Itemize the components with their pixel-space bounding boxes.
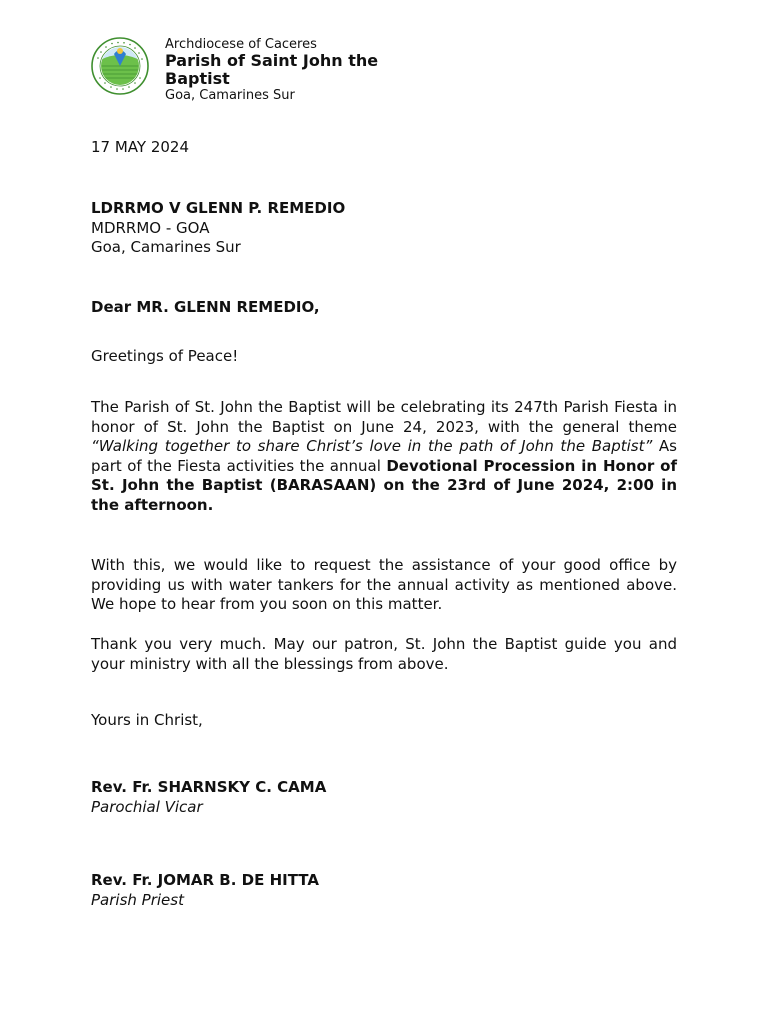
procession-event: Devotional Procession in Honor of St. John the Baptist (BARASAAN) on the 23rd of June 2024, 2:00 in the afternoon. bbox=[91, 456, 677, 514]
paragraph-request: With this, we would like to request the assistance of your good office by providing us with water tankers for the annual activity as mentioned above. We hope to hear from you soon on this matter. bbox=[91, 556, 677, 614]
paragraph-fiesta bbox=[91, 398, 677, 516]
closing: Yours in Christ, bbox=[91, 711, 203, 729]
recipient-address: Goa, Camarines Sur bbox=[91, 238, 241, 257]
recipient-name: LDRRMO V GLENN P. REMEDIO bbox=[91, 199, 346, 217]
letterhead-text bbox=[165, 37, 435, 103]
letterhead bbox=[84, 36, 424, 103]
letter-date: 17 MAY 2024 bbox=[91, 138, 189, 156]
parish-name: Parish of Saint John the Baptist bbox=[165, 51, 379, 88]
signature-block bbox=[91, 778, 677, 817]
signatory-name: Rev. Fr. SHARNSKY C. CAMA bbox=[91, 778, 327, 796]
signatory-name: Rev. Fr. JOMAR B. DE HITTA bbox=[91, 871, 319, 889]
paragraph-fiesta-intro: The Parish of St. John the Baptist will be celebrating its 247th Parish Fiesta in honor of St. John the Baptist on June 24, 2023, with the general theme bbox=[91, 398, 677, 436]
parish-seal-logo bbox=[84, 36, 156, 96]
signatory-title: Parochial Vicar bbox=[91, 797, 203, 816]
recipient-block bbox=[91, 199, 677, 258]
parish-location: Goa, Camarines Sur bbox=[165, 88, 295, 103]
signature-block bbox=[91, 871, 677, 910]
signatory-title: Parish Priest bbox=[91, 890, 184, 909]
recipient-office: MDRRMO - GOA bbox=[91, 218, 210, 237]
archdiocese-name: Archdiocese of Caceres bbox=[165, 37, 317, 52]
fiesta-theme: “Walking together to share Christ’s love in the path of John the Baptist” bbox=[91, 437, 653, 456]
paragraph-thanks: Thank you very much. May our patron, St. John the Baptist guide you and your ministry with all the blessings from above. bbox=[91, 635, 677, 673]
greeting: Greetings of Peace! bbox=[91, 347, 239, 365]
salutation: Dear MR. GLENN REMEDIO, bbox=[91, 298, 320, 316]
paragraph-fiesta-middle: As part of the Fiesta activities the annual bbox=[91, 437, 677, 475]
